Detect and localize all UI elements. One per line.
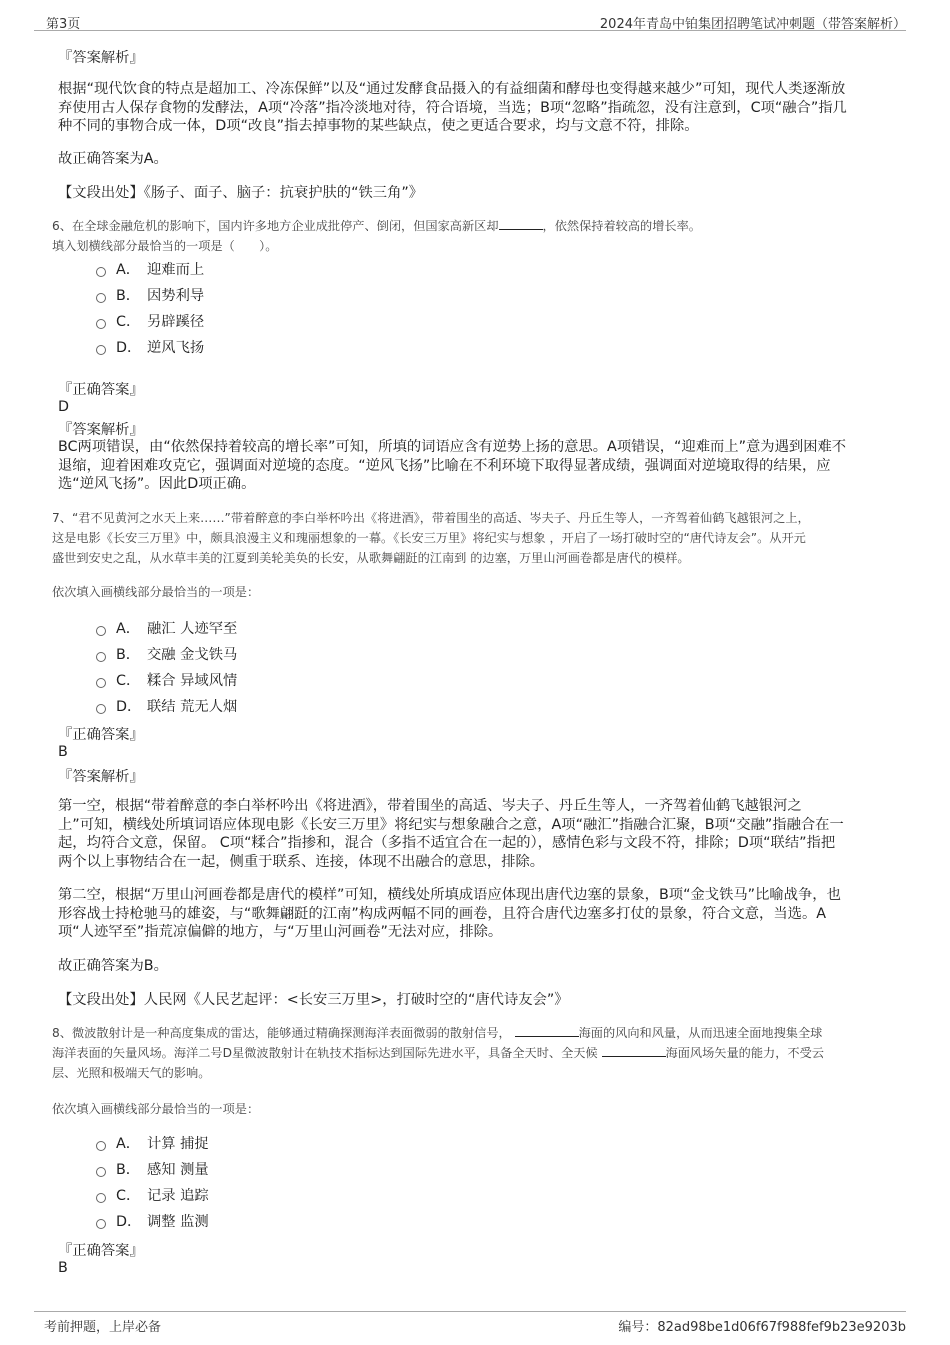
q7-option-b[interactable] xyxy=(96,645,237,665)
footer-slogan: 考前押题，上岸必备 xyxy=(44,1320,162,1335)
option-letter: C． xyxy=(116,673,141,689)
q6-analysis-title: 『答案解析』 xyxy=(58,422,144,438)
q8-answer: B xyxy=(58,1260,68,1276)
text-line: 起，均符合文意，保留。 C项“糅合”指掺和，混合（多指不适宜合在一起的），感情色彩与文段不符，排除；D项“联结”指把 xyxy=(58,835,836,851)
q8-stem-part: 海洋表面的矢量风场。海洋二号D星微波散射计在轨技术指标达到国际先进水平，具备全天时、全天候 xyxy=(52,1046,598,1060)
radio-icon[interactable] xyxy=(96,293,106,303)
radio-icon[interactable] xyxy=(96,1167,106,1177)
option-letter: A． xyxy=(116,621,141,637)
text-line: 7、“君不见黄河之水天上来……”带着醉意的李白举杯吟出《将进酒》，带着围坐的高适、岑夫子、丹丘生等人，一齐驾着仙鹤飞越银河之上， xyxy=(52,511,810,525)
text-line: 种不同的事物合成一体，D项“改良”指去掉事物的某些缺点，使之更适合要求，均与文意不符，排除。 xyxy=(58,118,699,134)
q8-prompt: 依次填入画横线部分最恰当的一项是： xyxy=(52,1102,260,1116)
q8-option-d[interactable] xyxy=(96,1212,209,1232)
q7-prompt: 依次填入画横线部分最恰当的一项是： xyxy=(52,585,260,599)
q7-conclusion: 故正确答案为B。 xyxy=(58,958,168,974)
option-text: 另辟蹊径 xyxy=(147,314,205,330)
prev-analysis-text xyxy=(58,80,847,136)
option-text: 感知 测量 xyxy=(147,1162,209,1178)
q8-option-b[interactable] xyxy=(96,1160,209,1180)
option-letter: B． xyxy=(116,288,141,304)
q8-answer-title: 『正确答案』 xyxy=(58,1243,144,1259)
option-letter: C． xyxy=(116,1188,141,1204)
q6-option-d[interactable] xyxy=(96,338,204,358)
page-footer xyxy=(34,1311,906,1336)
text-line: 第二空，根据“万里山河画卷都是唐代的模样”可知，横线处所填成语应体现出唐代边塞的景象，B项“金戈铁马”比喻战争，也 xyxy=(58,887,841,903)
option-text: 计算 捕捉 xyxy=(147,1136,209,1152)
text-line: 弃使用古人保存食物的发酵法，A项“冷落”指冷淡地对待，符合语境，当选；B项“忽略”指疏忽，没有注意到，C项“融合”指几 xyxy=(58,99,847,116)
q6-stem xyxy=(52,216,701,236)
radio-icon[interactable] xyxy=(96,626,106,636)
q8-stem-part: 海面的风向和风量，从而迅速全面地搜集全球 xyxy=(578,1026,823,1040)
blank-line xyxy=(499,217,543,230)
radio-icon[interactable] xyxy=(96,1141,106,1151)
text-line xyxy=(52,1023,824,1043)
text-line: 根据“现代饮食的特点是超加工、冷冻保鲜”以及“通过发酵食品摄入的有益细菌和酵母也变得越来越少”可知，现代人类逐渐放 xyxy=(58,81,846,97)
q7-analysis-p1 xyxy=(58,797,844,871)
text-line: 选“逆风飞扬”。因此D项正确。 xyxy=(58,476,256,492)
option-text: 逆风飞扬 xyxy=(147,340,205,356)
text-line: 项“人迹罕至”指荒凉偏僻的地方，与“万里山河画卷”无法对应，排除。 xyxy=(58,924,503,940)
q7-option-d[interactable] xyxy=(96,697,237,717)
text-line: 这是电影《长安三万里》中，颇具浪漫主义和瑰丽想象的一幕。《长安三万里》将纪实与想象 ，开启了一场打破时空的“唐代诗友会”。从开元 xyxy=(52,531,806,545)
q6-prompt: 填入划横线部分最恰当的一项是（ ）。 xyxy=(52,239,278,253)
option-text: 融汇 人迹罕至 xyxy=(147,621,238,637)
blank-line xyxy=(515,1024,579,1037)
text-line xyxy=(52,1043,824,1063)
option-text: 调整 监测 xyxy=(147,1214,209,1230)
q6-answer-title: 『正确答案』 xyxy=(58,382,144,398)
q7-answer: B xyxy=(58,744,68,760)
option-letter: A． xyxy=(116,262,141,278)
q6-option-c[interactable] xyxy=(96,312,204,332)
option-text: 迎难而上 xyxy=(147,262,205,278)
q8-stem xyxy=(52,1023,824,1083)
q7-answer-title: 『正确答案』 xyxy=(58,727,144,743)
option-letter: D． xyxy=(116,699,142,715)
q8-option-c[interactable] xyxy=(96,1186,209,1206)
radio-icon[interactable] xyxy=(96,319,106,329)
document-title: 2024年青岛中铂集团招聘笔试冲刺题（带答案解析） xyxy=(599,17,906,32)
text-line: 形容战士持枪驰马的雄姿，与“歌舞翩跹的江南”构成两幅不同的画卷，且符合唐代边塞多打仗的景象，符合文意，当选。A xyxy=(58,905,827,922)
text-line: 两个以上事物结合在一起，侧重于联系、连接，体现不出融合的意思，排除。 xyxy=(58,853,545,870)
radio-icon[interactable] xyxy=(96,1219,106,1229)
prev-conclusion: 故正确答案为A。 xyxy=(58,151,168,167)
blank-line xyxy=(602,1044,666,1057)
option-text: 交融 金戈铁马 xyxy=(147,647,238,663)
q8-option-a[interactable] xyxy=(96,1134,209,1154)
radio-icon[interactable] xyxy=(96,678,106,688)
option-letter: D． xyxy=(116,340,142,356)
q6-answer: D xyxy=(58,399,70,415)
option-text: 糅合 异域风情 xyxy=(147,673,238,689)
radio-icon[interactable] xyxy=(96,1193,106,1203)
text-line: BC两项错误，由“依然保持着较高的增长率”可知，所填的词语应含有逆势上扬的意思。A项错误，“迎难而上”意为遇到困难不 xyxy=(58,439,847,455)
prev-source: 【文段出处】《肠子、面子、脑子：抗衰护肤的“铁三角”》 xyxy=(58,185,424,201)
page-number: 第3页 xyxy=(46,17,81,32)
q8-stem-part: 8、微波散射计是一种高度集成的雷达，能够通过精确探测海洋表面微弱的散射信号， xyxy=(52,1026,511,1040)
text-line: 退缩，迎着困难攻克它，强调面对逆境的态度。“逆风飞扬”比喻在不利环境下取得显著成绩，强调面对逆境取得的结果，应 xyxy=(58,457,831,474)
q6-stem-part: 6、在全球金融危机的影响下，国内许多地方企业成批停产、倒闭，但国家高新区却 xyxy=(52,219,499,233)
text-line: 盛世到安史之乱，从水草丰美的江夏到美轮美奂的长安，从歌舞翩跹的江南到 的边塞，万里山河画卷都是唐代的模样。 xyxy=(52,551,690,565)
q7-option-a[interactable] xyxy=(96,619,237,639)
prev-analysis-title: 『答案解析』 xyxy=(58,50,144,66)
q7-analysis-title: 『答案解析』 xyxy=(58,769,144,785)
option-letter: D． xyxy=(116,1214,142,1230)
text-line: 层、光照和极端天气的影响。 xyxy=(52,1066,211,1080)
q6-option-b[interactable] xyxy=(96,286,204,306)
radio-icon[interactable] xyxy=(96,345,106,355)
q6-option-a[interactable] xyxy=(96,260,204,280)
option-letter: C． xyxy=(116,314,141,330)
option-text: 因势利导 xyxy=(147,288,205,304)
option-letter: B． xyxy=(116,1162,141,1178)
option-text: 记录 追踪 xyxy=(147,1188,209,1204)
radio-icon[interactable] xyxy=(96,267,106,277)
q6-analysis-text xyxy=(58,438,846,494)
text-line: 第一空，根据“带着醉意的李白举杯吟出《将进酒》，带着围坐的高适、岑夫子、丹丘生等人，一齐驾着仙鹤飞越银河之 xyxy=(58,798,802,814)
q7-analysis-p2 xyxy=(58,886,841,942)
radio-icon[interactable] xyxy=(96,652,106,662)
q7-source: 【文段出处】人民网《人民艺起评：<长安三万里>，打破时空的“唐代诗友会”》 xyxy=(58,992,569,1008)
q7-stem xyxy=(52,508,810,568)
text-line: 上”可知，横线处所填词语应体现电影《长安三万里》将纪实与想象融合之意，A项“融汇”指融合汇聚，B项“交融”指融合在一 xyxy=(58,816,844,833)
q7-option-c[interactable] xyxy=(96,671,237,691)
radio-icon[interactable] xyxy=(96,704,106,714)
footer-serial: 编号：82ad98be1d06f67f988fef9b23e9203b xyxy=(618,1320,906,1335)
page-header xyxy=(34,8,906,31)
option-letter: B． xyxy=(116,647,141,663)
q6-stem-part: ，依然保持着较高的增长率。 xyxy=(542,219,701,233)
option-letter: A． xyxy=(116,1136,141,1152)
option-text: 联结 荒无人烟 xyxy=(147,699,238,715)
q8-stem-part: 海面风场矢量的能力，不受云 xyxy=(665,1046,824,1060)
